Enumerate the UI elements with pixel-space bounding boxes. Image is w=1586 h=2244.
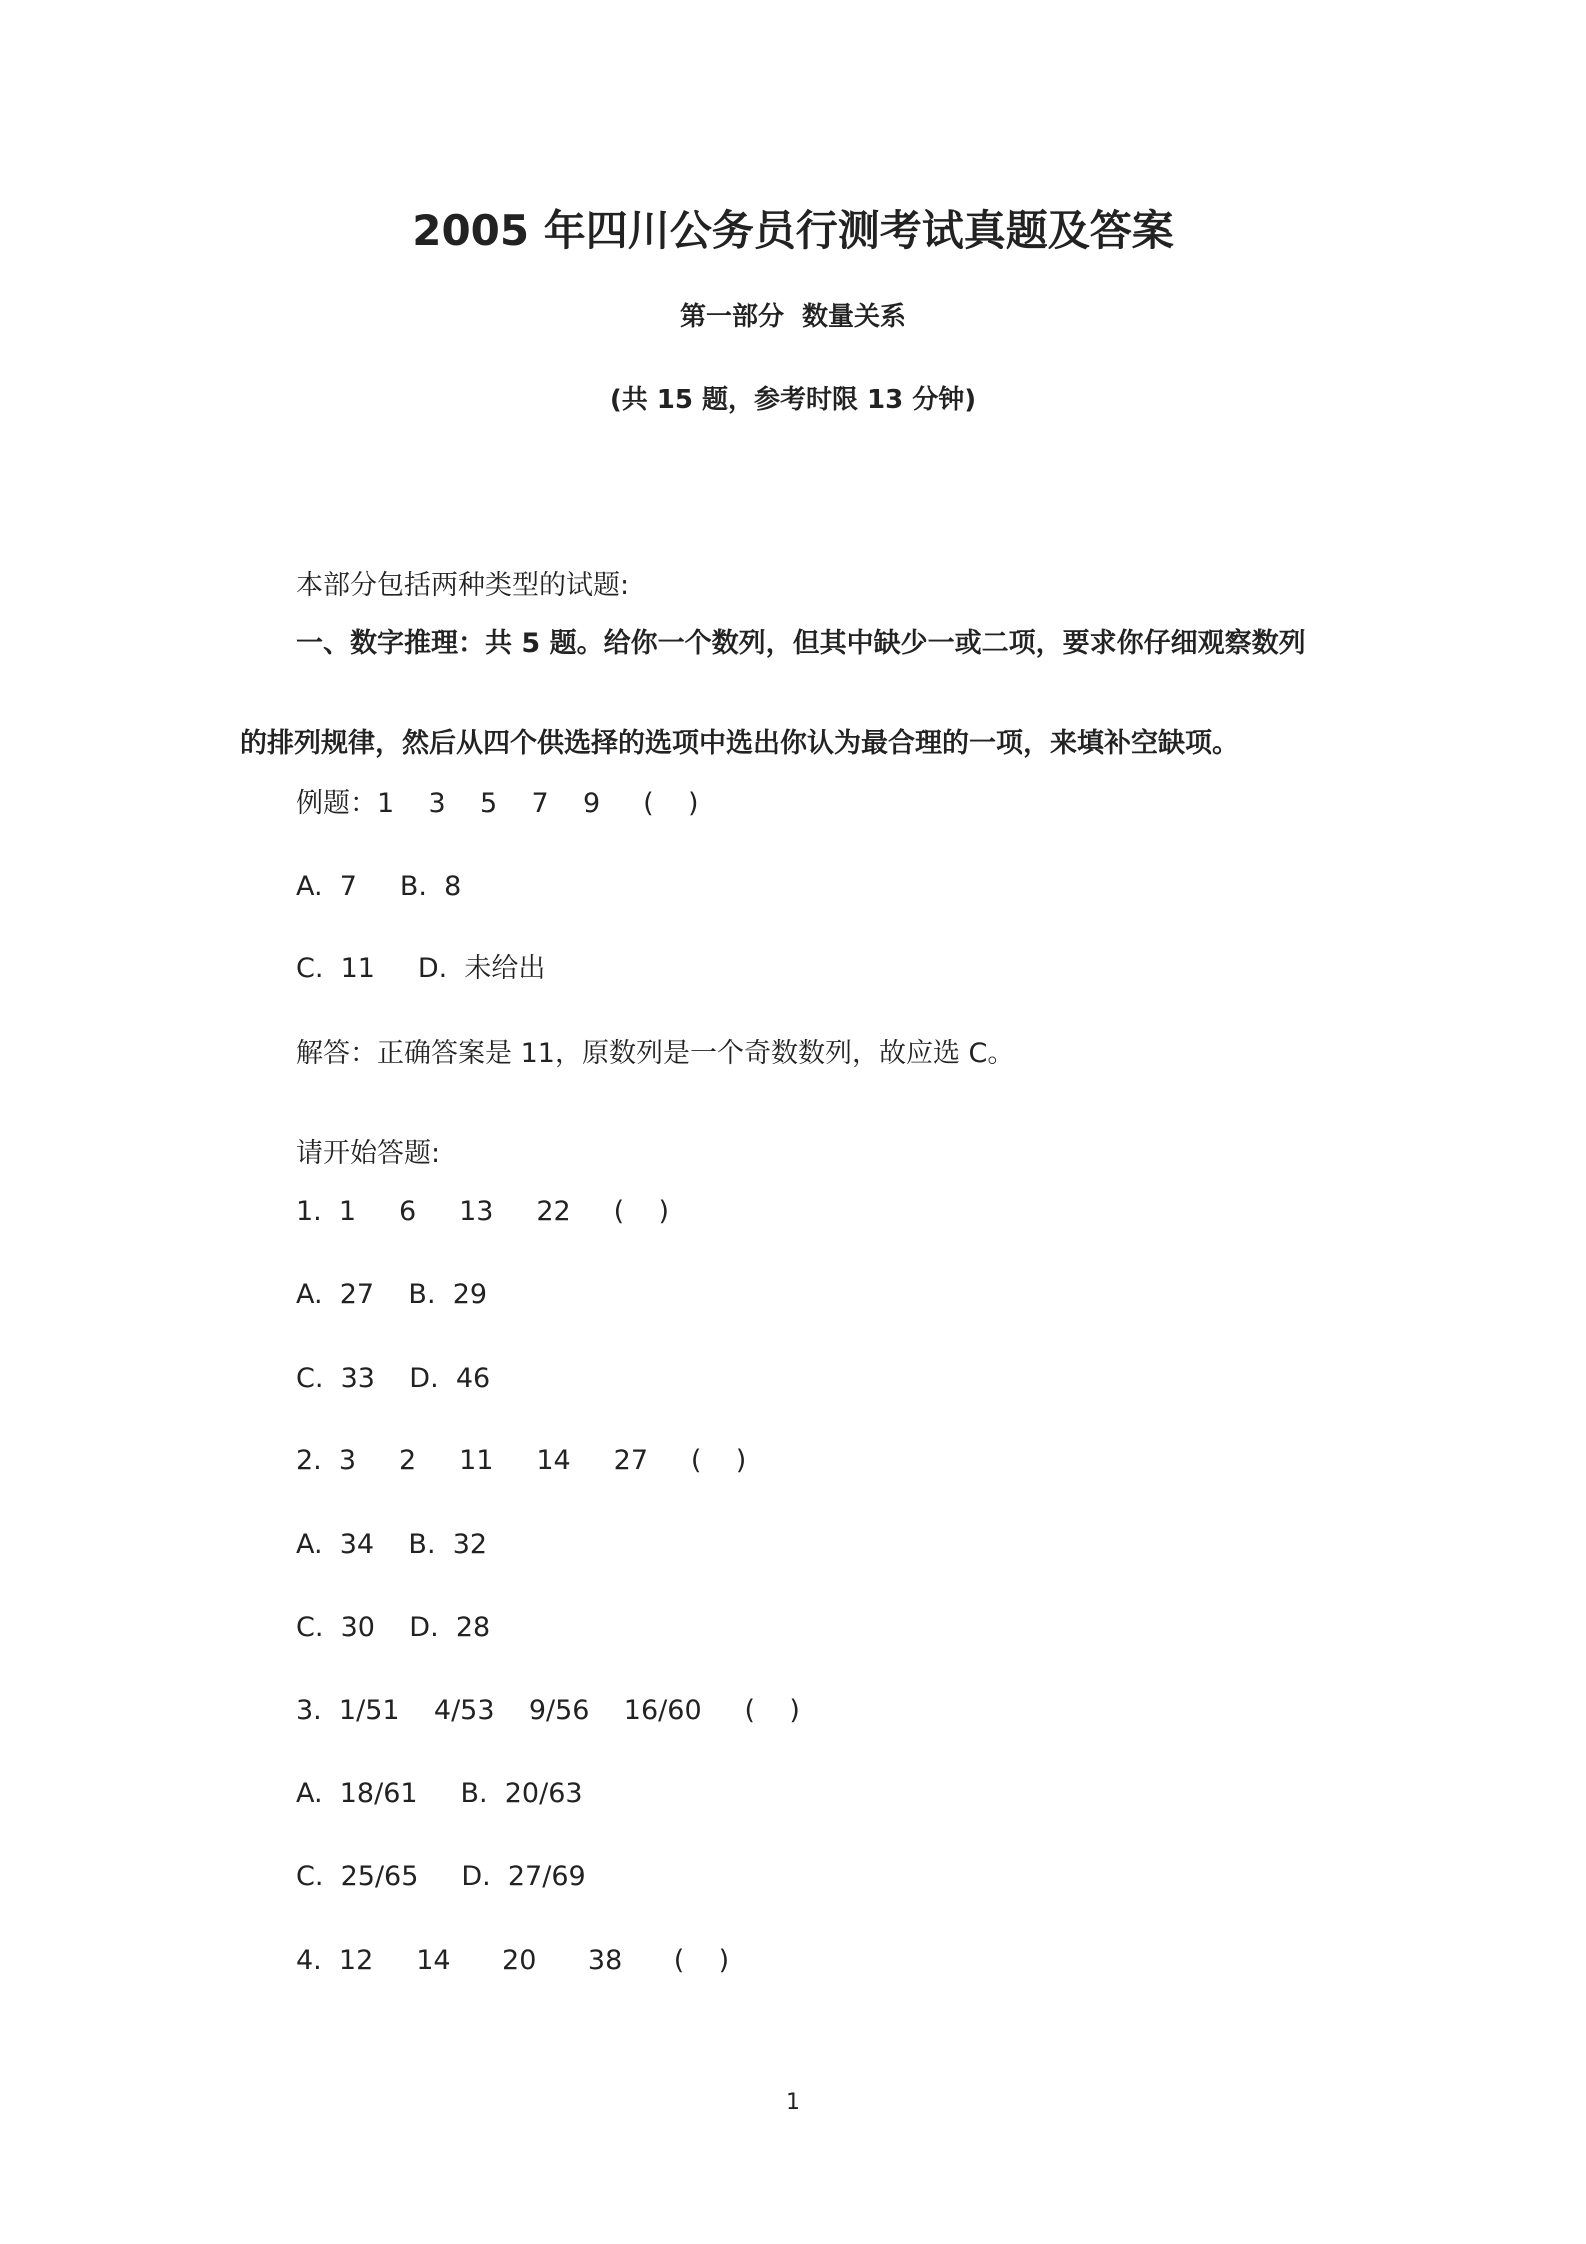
document-title: 2005 年四川公务员行测考试真题及答案 (412, 206, 1174, 255)
example-options-cd: C. 11 D. 未给出 (296, 953, 546, 984)
question-4: 4. 12 14 20 38 ( ) (296, 1945, 730, 1976)
question-3-options-ab: A. 18/61 B. 20/63 (296, 1778, 583, 1809)
question-2-options-ab: A. 34 B. 32 (296, 1529, 488, 1560)
question-2-options-cd: C. 30 D. 28 (296, 1612, 491, 1643)
start-prompt: 请开始答题: (296, 1138, 441, 1169)
question-1-options-ab: A. 27 B. 29 (296, 1279, 488, 1310)
question-3-options-cd: C. 25/65 D. 27/69 (296, 1861, 586, 1892)
question-1-options-cd: C. 33 D. 46 (296, 1363, 491, 1394)
question-1: 1. 1 6 13 22 ( ) (296, 1196, 670, 1227)
question-3: 3. 1/51 4/53 9/56 16/60 ( ) (296, 1695, 800, 1726)
example-answer: 解答：正确答案是 11，原数列是一个奇数数列，故应选 C。 (296, 1038, 1015, 1069)
question-2: 2. 3 2 11 14 27 ( ) (296, 1445, 747, 1476)
part-note: (共 15 题，参考时限 13 分钟) (609, 385, 977, 415)
intro-line-1: 本部分包括两种类型的试题: (296, 570, 630, 601)
intro-line-3: 的排列规律，然后从四个供选择的选项中选出你认为最合理的一项，来填补空缺项。 (240, 728, 1239, 759)
intro-line-2: 一、数字推理：共 5 题。给你一个数列，但其中缺少一或二项，要求你仔细观察数列 (296, 628, 1306, 659)
page-number: 1 (786, 2090, 800, 2115)
example-options-ab: A. 7 B. 8 (296, 871, 462, 902)
part-heading: 第一部分 数量关系 (679, 302, 907, 332)
example-question: 例题：1 3 5 7 9 ( ) (296, 788, 699, 819)
